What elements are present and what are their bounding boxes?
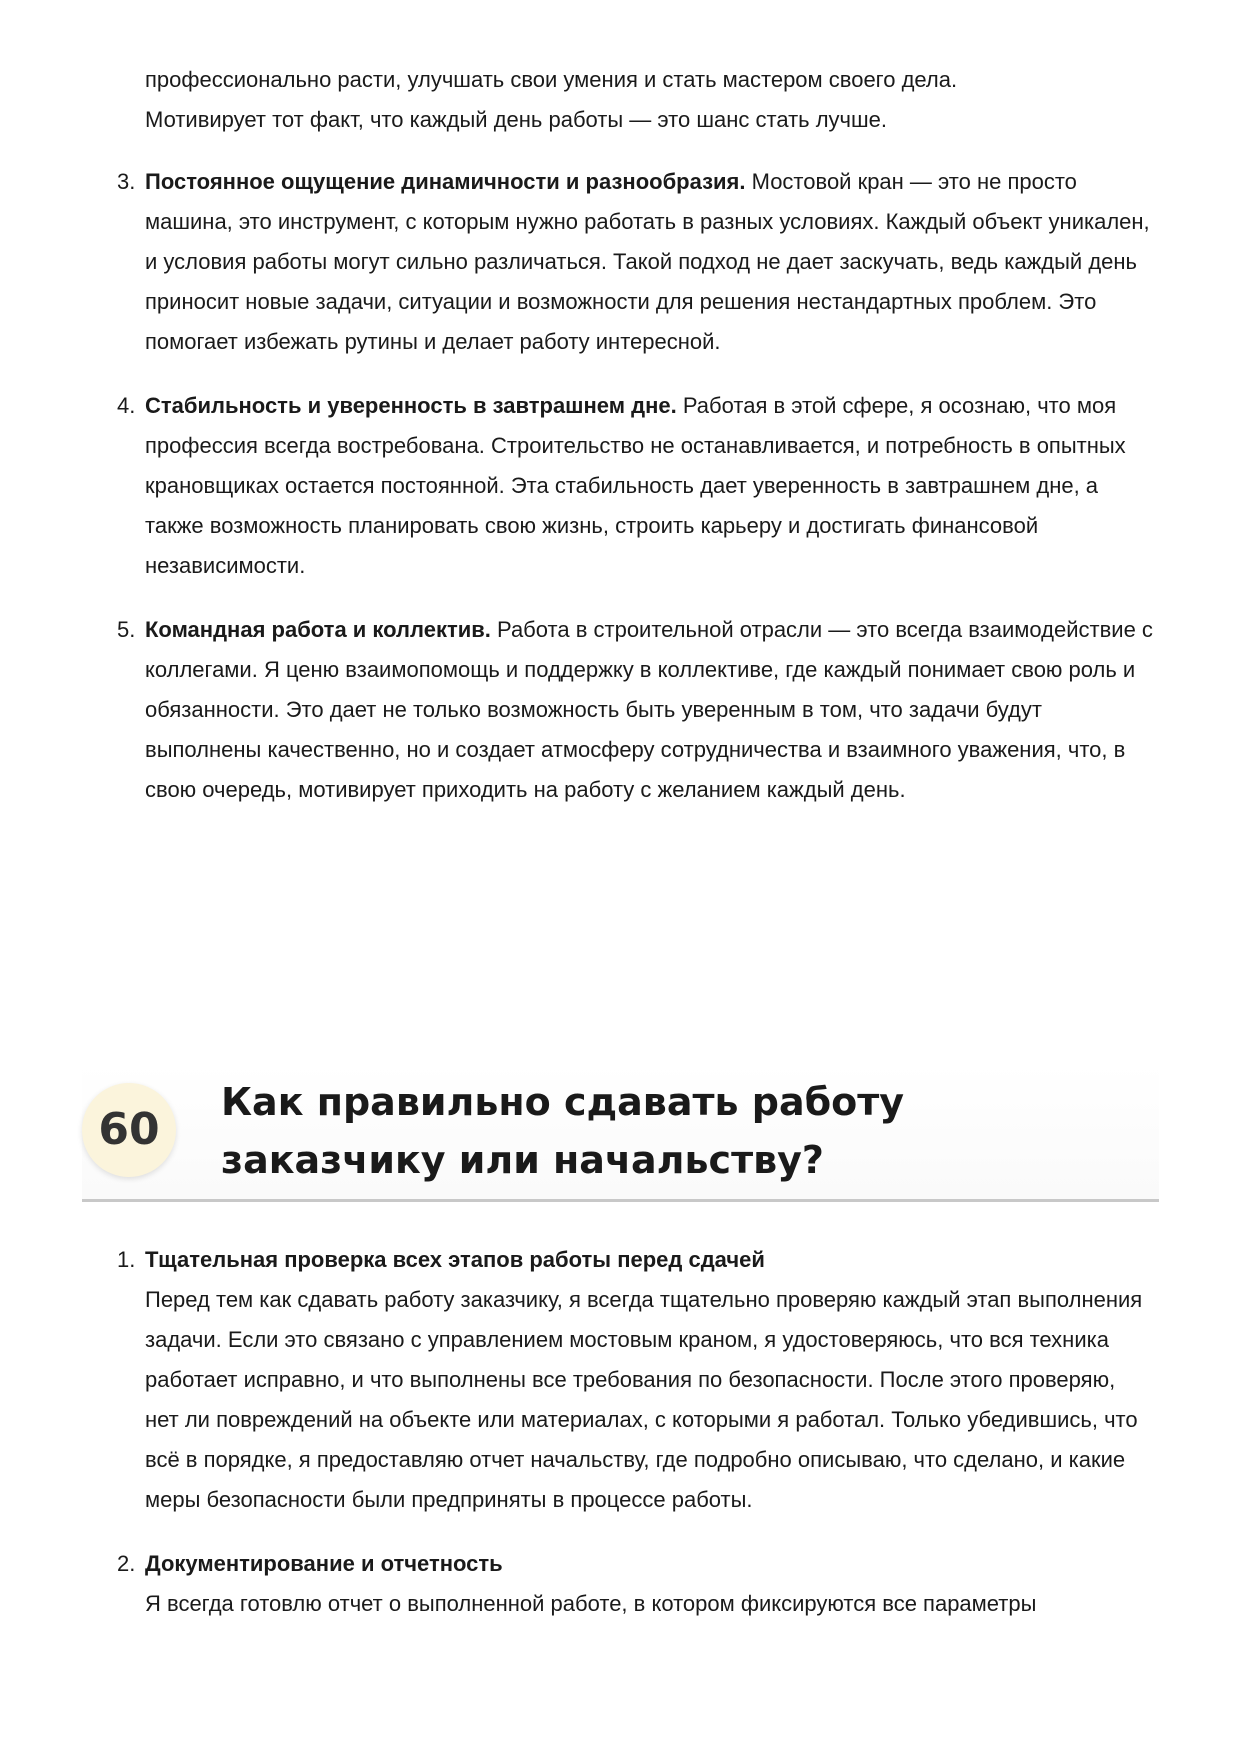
list-item <box>117 1240 1155 1520</box>
list-item-title: Тщательная проверка всех этапов работы перед сдачей <box>145 1247 765 1272</box>
motivation-list <box>117 162 1155 834</box>
list-item-title: Командная работа и коллектив. <box>145 617 497 642</box>
list-item-number: 2. <box>117 1551 136 1576</box>
list-item-number: 3. <box>117 169 136 194</box>
list-item-number: 1. <box>117 1247 136 1272</box>
list-item-text: Перед тем как сдавать работу заказчику, я всегда тщательно проверяю каждый этап выполнения задачи. Если это связано с управлением мостовым краном, я удостоверяюсь, что вся техника работает исправно, и что выполнены все требования по безопасности. После этого проверяю, нет ли повреждений на объекте или материалах, с которыми я работал. Только убедившись, что всё в порядке, я предоставляю отчет начальству, где подробно описываю, что сделано, и какие меры безопасности были предприняты в процессе работы. <box>145 1287 1143 1512</box>
list-item-title: Постоянное ощущение динамичности и разнообразия. <box>145 169 752 194</box>
section-header <box>82 1063 1159 1202</box>
handover-list <box>117 1240 1155 1648</box>
list-item-text: Работая в этой сфере, я осознаю, что моя профессия всегда востребована. Строительство не останавливается, и потребность в опытных крановщиках остается постоянной. Эта стабильность дает уверенность в завтрашнем дне, а также возможность планировать свою жизнь, строить карьеру и достигать финансовой независимости. <box>145 393 1126 578</box>
list-item <box>117 386 1155 586</box>
list-item-text: Работа в строительной отрасли — это всегда взаимодействие с коллегами. Я ценю взаимопомощь и поддержку в коллективе, где каждый понимает свою роль и обязанности. Это дает не только возможность быть уверенным в том, что задачи будут выполнены качественно, но и создает атмосферу сотрудничества и взаимного уважения, что, в свою очередь, мотивирует приходить на работу с желанием каждый день. <box>145 617 1153 802</box>
list-item-text: Мостовой кран — это не просто машина, это инструмент, с которым нужно работать в разных условиях. Каждый объект уникален, и условия работы могут сильно различаться. Такой подход не дает заскучать, ведь каждый день приносит новые задачи, ситуации и возможности для решения нестандартных проблем. Это помогает избежать рутины и делает работу интересной. <box>145 169 1150 354</box>
section-title: Как правильно сдавать работу заказчику или начальству? <box>221 1080 905 1182</box>
list-item <box>117 610 1155 810</box>
continued-line: Мотивирует тот факт, что каждый день работы — это шанс стать лучше. <box>145 107 888 132</box>
list-item <box>117 162 1155 362</box>
section-number-badge: 60 <box>82 1083 176 1177</box>
list-item-title: Стабильность и уверенность в завтрашнем дне. <box>145 393 683 418</box>
continued-paragraph <box>145 60 1155 140</box>
list-item-number: 4. <box>117 393 136 418</box>
continued-line: профессионально расти, улучшать свои умения и стать мастером своего дела. <box>145 67 958 92</box>
list-item-title: Документирование и отчетность <box>145 1551 503 1576</box>
list-item-text: Я всегда готовлю отчет о выполненной работе, в котором фиксируются все параметры <box>145 1591 1037 1616</box>
list-item <box>117 1544 1155 1624</box>
list-item-number: 5. <box>117 617 136 642</box>
